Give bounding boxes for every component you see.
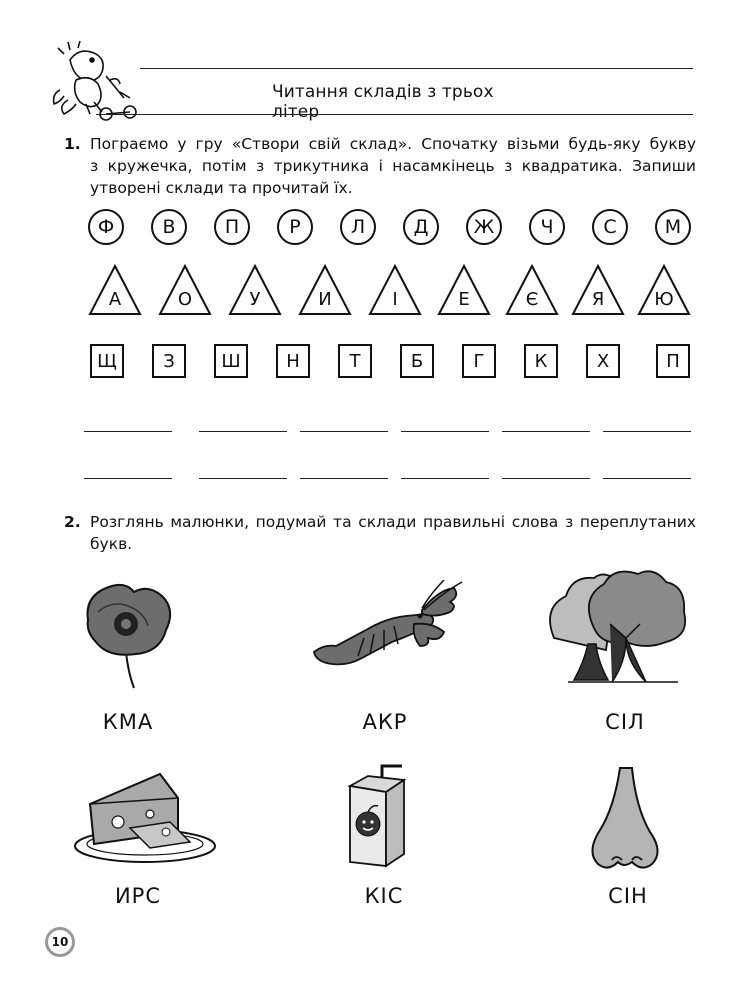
scrambled-word: СІЛ — [605, 710, 645, 734]
dragon-scooter-illustration — [50, 40, 145, 125]
header-rule-top — [140, 68, 693, 69]
instruction-line: з кружечка, потім з трикутника і насамкінець з квадратика. Запиши — [90, 157, 696, 175]
scrambled-word: ИРС — [114, 884, 162, 908]
answer-blank[interactable] — [84, 478, 172, 479]
answer-blank[interactable] — [84, 431, 172, 432]
poppy-flower-picture — [78, 582, 174, 692]
trees-picture — [544, 568, 690, 688]
letter-circle: Р — [277, 209, 313, 245]
letter-circle: С — [592, 209, 628, 245]
letter-circle: Ч — [529, 209, 565, 245]
answer-blank[interactable] — [401, 478, 489, 479]
letter-square: Х — [586, 344, 620, 378]
letter-triangle: Я — [571, 264, 625, 316]
letter-triangle: А — [88, 264, 142, 316]
letter-triangle: О — [158, 264, 212, 316]
letter-square: Щ — [90, 344, 124, 378]
instruction-line: Розглянь малюнки, подумай та склади правильні слова з переплутаних — [90, 513, 696, 531]
letter-circle: Л — [340, 209, 376, 245]
answer-blank[interactable] — [199, 431, 287, 432]
task-instructions — [90, 511, 696, 555]
crayfish-picture — [304, 580, 464, 672]
answer-blank[interactable] — [603, 478, 691, 479]
instruction-line: утворені склади та прочитай їх. — [90, 179, 353, 197]
letter-triangle: И — [298, 264, 352, 316]
letter-square: Г — [462, 344, 496, 378]
page-title: Читання складів з трьох літер — [272, 82, 494, 122]
instruction-line: Пограємо у гру «Створи свій склад». Спочатку візьми будь-яку букву — [90, 135, 696, 153]
letter-square: З — [152, 344, 186, 378]
task-instructions — [90, 133, 696, 199]
letter-triangle: У — [228, 264, 282, 316]
letter-square: К — [524, 344, 558, 378]
header-rule-bottom — [96, 114, 693, 115]
cheese-picture — [70, 766, 220, 866]
answer-blank[interactable] — [401, 431, 489, 432]
scrambled-word: АКР — [362, 710, 408, 734]
scrambled-word: КІС — [364, 884, 404, 908]
letter-circle: Ф — [88, 209, 124, 245]
letter-triangle: Ю — [637, 264, 691, 316]
nose-picture — [580, 764, 670, 876]
task-number: 1. — [64, 135, 81, 153]
answer-blank[interactable] — [603, 431, 691, 432]
letter-triangle: Є — [505, 264, 559, 316]
letter-circle: Д — [403, 209, 439, 245]
letter-square: Ш — [214, 344, 248, 378]
letter-circle: П — [214, 209, 250, 245]
letter-square: Б — [400, 344, 434, 378]
letter-triangle: І — [368, 264, 422, 316]
task-number: 2. — [64, 513, 81, 531]
answer-blank[interactable] — [300, 431, 388, 432]
letter-circle: М — [655, 209, 691, 245]
answer-blank[interactable] — [502, 431, 590, 432]
letter-square: Н — [276, 344, 310, 378]
letter-square: П — [656, 344, 690, 378]
scrambled-word: КМА — [102, 710, 154, 734]
answer-blank[interactable] — [502, 478, 590, 479]
answer-blank[interactable] — [300, 478, 388, 479]
instruction-line: букв. — [90, 535, 133, 553]
letter-circle: Ж — [466, 209, 502, 245]
page-number: 10 — [45, 927, 75, 957]
juice-box-picture — [336, 760, 416, 872]
letter-circle: В — [151, 209, 187, 245]
letter-square: Т — [338, 344, 372, 378]
letter-triangle: Е — [437, 264, 491, 316]
answer-blank[interactable] — [199, 478, 287, 479]
scrambled-word: СІН — [608, 884, 648, 908]
